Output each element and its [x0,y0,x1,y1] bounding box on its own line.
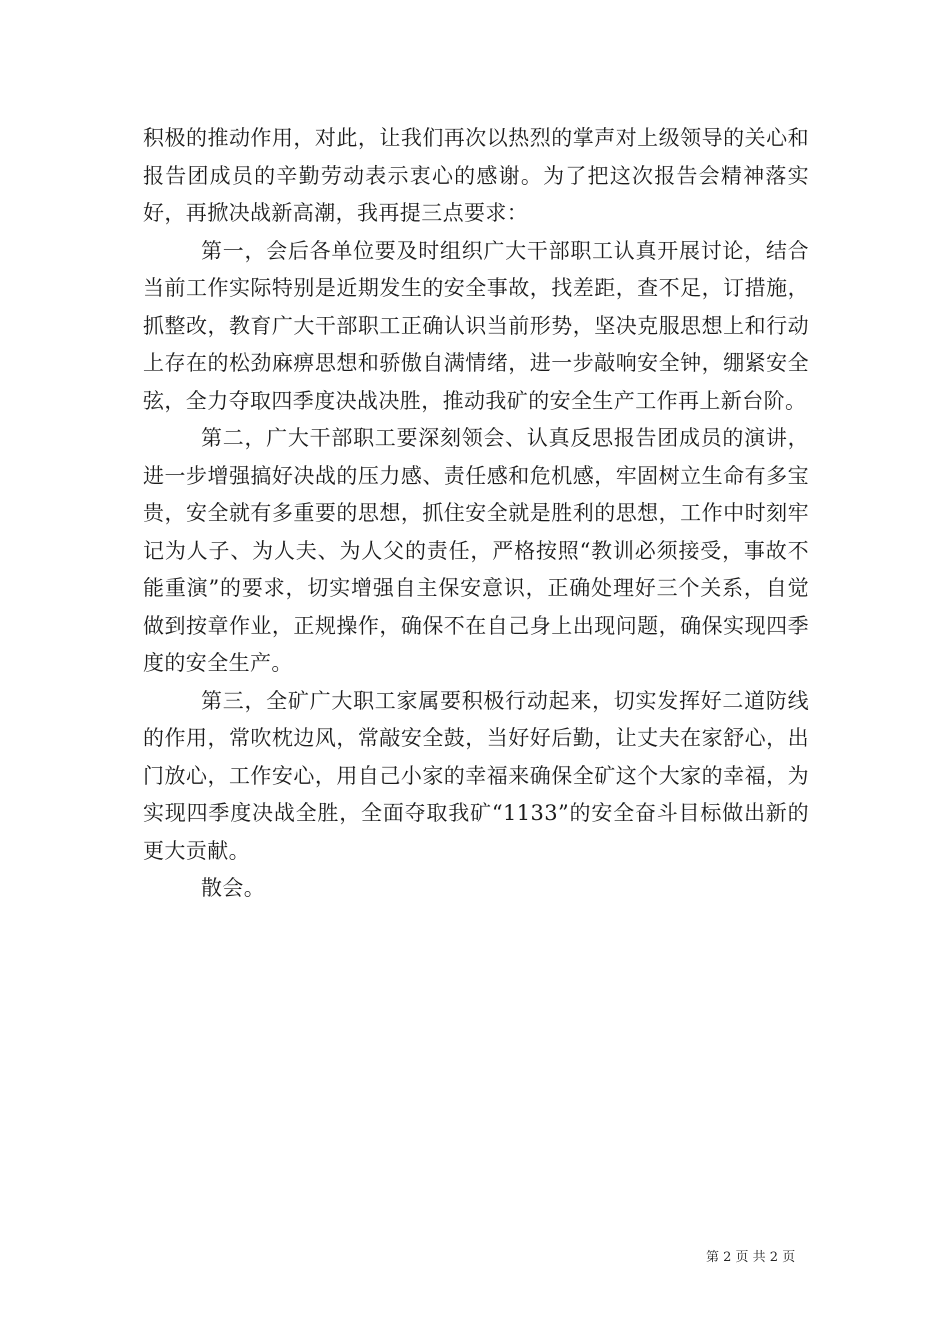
paragraph-closing: 散会。 [201,876,266,900]
paragraph-point-two: 第二，广大干部职工要深刻领会、认真反思报告团成员的演讲，进一步增强搞好决战的压力感、责任感和危机感，牢固树立生命有多宝贵，安全就有多重要的思想，抓住安全就是胜利的思想，工作中时刻牢记为人子、为人夫、为人父的责任，严格按照“教训必须接受，事故不能重演”的要求，切实增强自主保安意识，正确处理好三个关系，自觉做到按章作业，正规操作，确保不在自己身上出现问题，确保实现四季度的安全生产。 [143,426,809,675]
paragraph-point-one: 第一，会后各单位要及时组织广大干部职工认真开展讨论，结合当前工作实际特别是近期发生的安全事故，找差距，查不足，订措施，抓整改，教育广大干部职工正确认识当前形势，坚决克服思想上和行动上存在的松劲麻痹思想和骄傲自满情绪，进一步敲响安全钟，绷紧安全弦，全力夺取四季度决战决胜，推动我矿的安全生产工作再上新台阶。 [143,238,809,413]
paragraph-intro-continuation: 积极的推动作用，对此，让我们再次以热烈的掌声对上级领导的关心和报告团成员的辛勤劳动表示衷心的感谢。为了把这次报告会精神落实好，再掀决战新高潮，我再提三点要求： [143,126,809,225]
document-body [143,120,809,908]
paragraph-point-three: 第三，全矿广大职工家属要积极行动起来，切实发挥好二道防线的作用，常吹枕边风，常敲安全鼓，当好好后勤，让丈夫在家舒心，出门放心，工作安心，用自己小家的幸福来确保全矿这个大家的幸福，为实现四季度决战全胜，全面夺取我矿“1133”的安全奋斗目标做出新的更大贡献。 [143,688,809,863]
page-number-footer: 第 2 页 共 2 页 [706,1250,796,1265]
